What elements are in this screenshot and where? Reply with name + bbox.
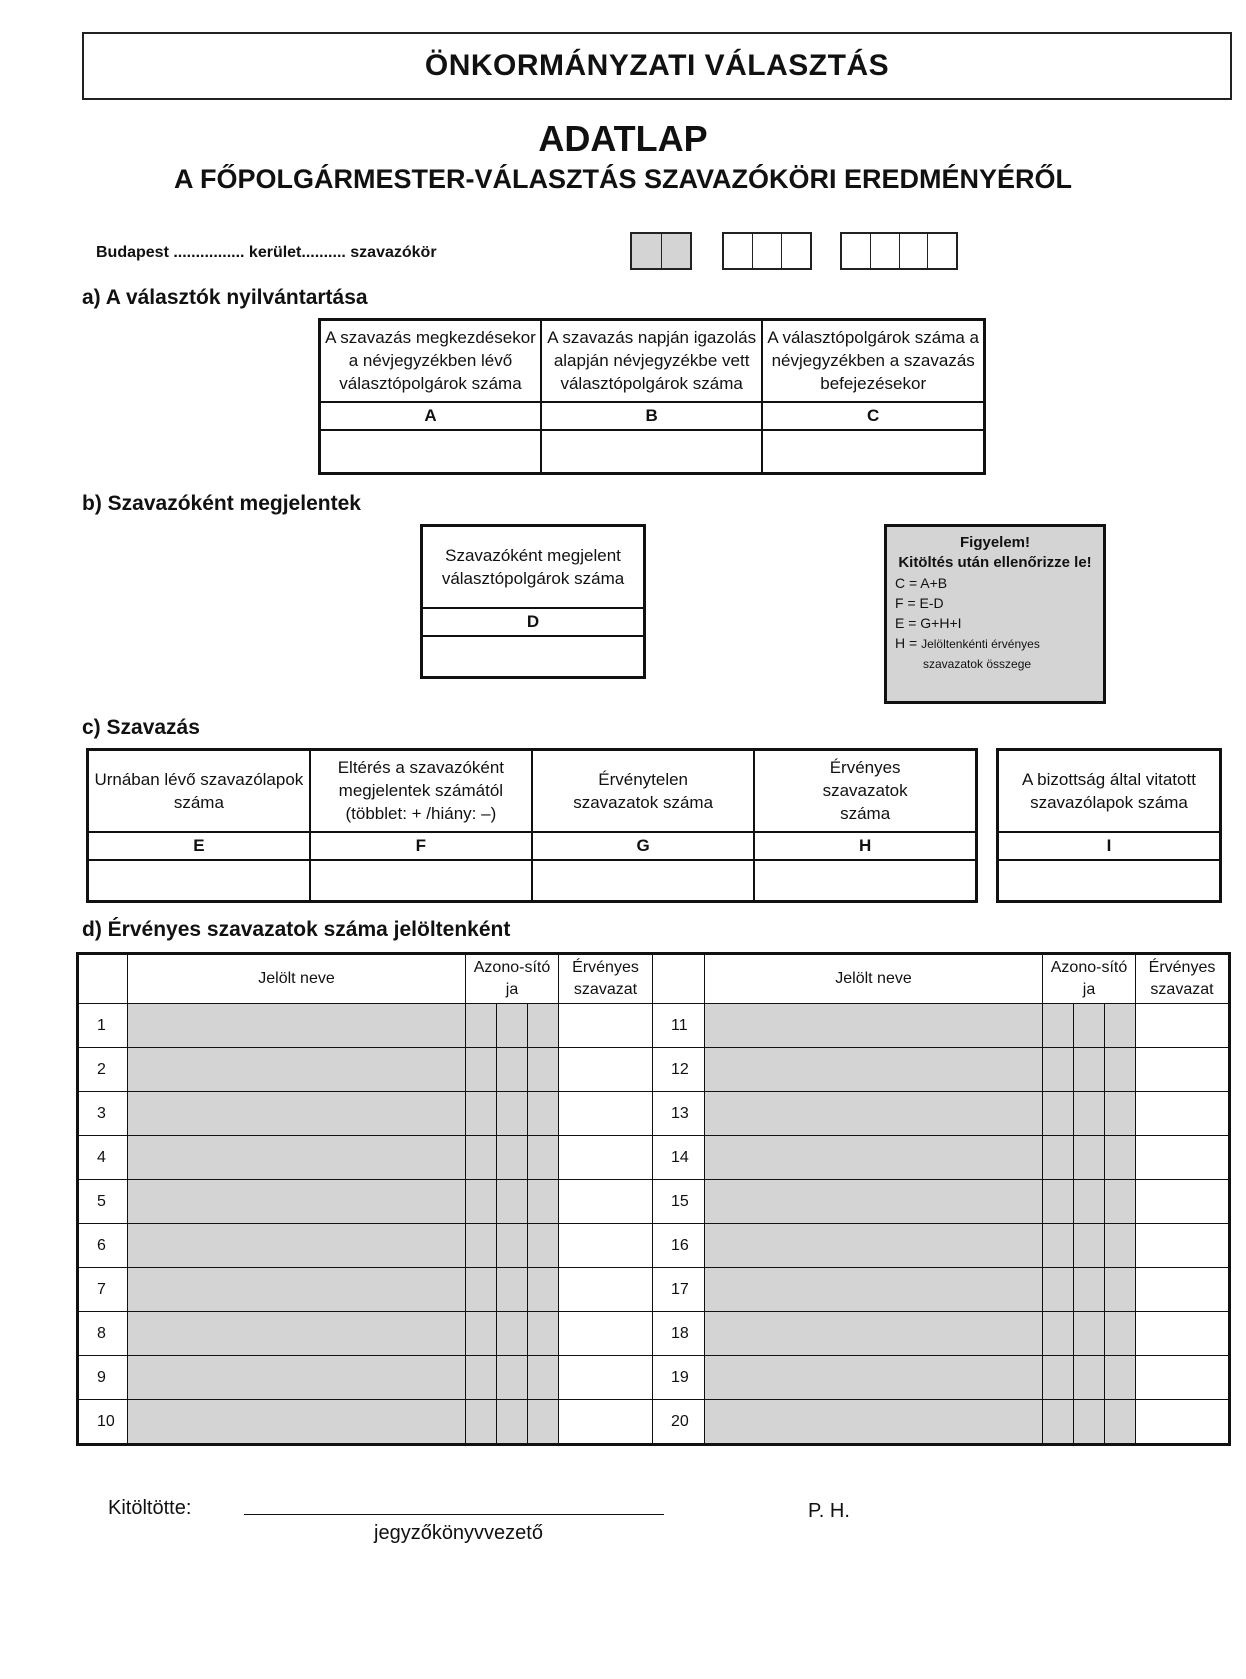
table-row — [78, 1136, 1230, 1180]
warning-rule-4-text: Jelöltenkénti érvényes — [921, 637, 1040, 651]
candidate-id-digit-right[interactable] — [1105, 1356, 1136, 1400]
candidate-id-digit-left[interactable] — [528, 1268, 559, 1312]
candidate-id-digit-left[interactable] — [466, 1400, 497, 1445]
row-number-right: 19 — [653, 1356, 705, 1400]
row-number-right: 13 — [653, 1092, 705, 1136]
valid-votes-header-right: Érvényes szavazat — [1136, 954, 1230, 1004]
candidate-id-digit-right[interactable] — [1043, 1268, 1074, 1312]
candidate-name-field-right[interactable] — [705, 1400, 1043, 1445]
candidate-id-digit-left[interactable] — [497, 1092, 528, 1136]
valid-votes-field-left[interactable] — [559, 1092, 653, 1136]
candidate-id-digit-right[interactable] — [1074, 1224, 1105, 1268]
value-g-field[interactable] — [532, 860, 754, 902]
valid-votes-field-right[interactable] — [1136, 1048, 1230, 1092]
valid-votes-field-left[interactable] — [559, 1136, 653, 1180]
valid-votes-field-right[interactable] — [1136, 1180, 1230, 1224]
valid-votes-field-left[interactable] — [559, 1268, 653, 1312]
signature-line[interactable] — [244, 1514, 664, 1515]
row-number-right: 15 — [653, 1180, 705, 1224]
candidate-id-digit-left[interactable] — [466, 1048, 497, 1092]
row-number-right: 17 — [653, 1268, 705, 1312]
header-h: Érvényes szavazatok száma — [754, 750, 976, 832]
candidate-id-digit-left[interactable] — [528, 1312, 559, 1356]
candidate-id-digit-left[interactable] — [528, 1136, 559, 1180]
valid-votes-field-left[interactable] — [559, 1048, 653, 1092]
candidate-name-field-right[interactable] — [705, 1312, 1043, 1356]
candidate-id-digit-left[interactable] — [497, 1004, 528, 1048]
candidate-id-digit-left[interactable] — [528, 1180, 559, 1224]
valid-votes-field-left[interactable] — [559, 1400, 653, 1445]
row-number-header-right — [653, 954, 705, 1004]
table-row — [78, 1268, 1230, 1312]
candidate-id-digit-left[interactable] — [497, 1224, 528, 1268]
table-row — [78, 1400, 1230, 1445]
candidate-name-field-left[interactable] — [128, 1400, 466, 1445]
candidate-id-digit-right[interactable] — [1105, 1004, 1136, 1048]
value-f-field[interactable] — [310, 860, 532, 902]
row-number-right: 18 — [653, 1312, 705, 1356]
valid-votes-field-right[interactable] — [1136, 1312, 1230, 1356]
candidate-id-digit-right[interactable] — [1074, 1180, 1105, 1224]
candidate-id-digit-right[interactable] — [1043, 1048, 1074, 1092]
header-g: Érvénytelen szavazatok száma — [532, 750, 754, 832]
candidate-id-digit-left[interactable] — [466, 1312, 497, 1356]
row-number-left: 8 — [78, 1312, 128, 1356]
candidate-id-digit-right[interactable] — [1105, 1180, 1136, 1224]
warning-rule-2: F = E-D — [895, 595, 944, 611]
document-subtitle: A FŐPOLGÁRMESTER-VÁLASZTÁS SZAVAZÓKÖRI EREDMÉNYÉRŐL — [173, 164, 1072, 194]
value-c-field[interactable] — [762, 430, 984, 474]
candidate-id-digit-right[interactable] — [1074, 1312, 1105, 1356]
value-h-field[interactable] — [754, 860, 976, 902]
candidate-id-digit-left[interactable] — [497, 1136, 528, 1180]
candidate-id-digit-right[interactable] — [1105, 1092, 1136, 1136]
valid-votes-field-left[interactable] — [559, 1224, 653, 1268]
candidate-name-field-right[interactable] — [705, 1136, 1043, 1180]
header-b: A szavazás napján igazolás alapján névjegyzékbe vett választópolgárok száma — [541, 320, 762, 402]
candidate-id-header-right: Azono-sítója — [1043, 954, 1136, 1004]
candidate-votes-table — [76, 952, 1231, 1446]
candidate-id-digit-right[interactable] — [1043, 1356, 1074, 1400]
candidate-id-digit-left[interactable] — [528, 1356, 559, 1400]
row-number-right: 20 — [653, 1400, 705, 1445]
candidate-name-field-left[interactable] — [128, 1048, 466, 1092]
row-number-left: 7 — [78, 1268, 128, 1312]
filled-by-label: Kitöltötte: — [108, 1497, 192, 1519]
table-row — [78, 1356, 1230, 1400]
candidate-name-field-right[interactable] — [705, 1224, 1043, 1268]
candidate-name-field-left[interactable] — [128, 1224, 466, 1268]
warning-rule-4-cont: szavazatok összege — [923, 657, 1032, 671]
row-number-left: 9 — [78, 1356, 128, 1400]
candidate-id-digit-right[interactable] — [1105, 1400, 1136, 1445]
warning-rule-4-prefix: H = — [895, 635, 922, 651]
candidate-id-digit-right[interactable] — [1074, 1356, 1105, 1400]
value-d-field[interactable] — [422, 636, 645, 678]
candidate-id-digit-right[interactable] — [1043, 1136, 1074, 1180]
warning-rule-1: C = A+B — [895, 575, 948, 591]
row-number-right: 14 — [653, 1136, 705, 1180]
warning-title: Figyelem! — [959, 534, 1031, 551]
letter-i: I — [998, 832, 1221, 860]
candidate-id-digit-left[interactable] — [466, 1004, 497, 1048]
candidate-id-digit-right[interactable] — [1105, 1224, 1136, 1268]
candidate-name-field-left[interactable] — [128, 1268, 466, 1312]
header-f: Eltérés a szavazóként megjelentek számától (többlet: + /hiány: –) — [310, 750, 532, 832]
candidate-name-field-right[interactable] — [705, 1268, 1043, 1312]
table-row — [78, 1224, 1230, 1268]
value-e-field[interactable] — [88, 860, 310, 902]
candidate-id-header-left: Azono-sítója — [466, 954, 559, 1004]
valid-votes-field-left[interactable] — [559, 1356, 653, 1400]
valid-votes-field-right[interactable] — [1136, 1224, 1230, 1268]
candidate-id-digit-right[interactable] — [1105, 1268, 1136, 1312]
candidate-name-header-right: Jelölt neve — [705, 954, 1043, 1004]
section-a-title: a) A választók nyilvántartása — [82, 286, 368, 309]
letter-b: B — [541, 402, 762, 430]
candidate-name-field-left[interactable] — [128, 1092, 466, 1136]
candidate-id-digit-left[interactable] — [466, 1268, 497, 1312]
disputed-ballots-table — [996, 748, 1222, 903]
candidate-id-digit-left[interactable] — [497, 1312, 528, 1356]
candidate-id-digit-right[interactable] — [1074, 1004, 1105, 1048]
candidate-id-digit-left[interactable] — [466, 1092, 497, 1136]
candidate-id-digit-left[interactable] — [497, 1048, 528, 1092]
candidate-id-digit-left[interactable] — [528, 1092, 559, 1136]
warning-rule-3: E = G+H+I — [895, 615, 962, 631]
valid-votes-field-right[interactable] — [1136, 1004, 1230, 1048]
candidate-name-field-left[interactable] — [128, 1356, 466, 1400]
candidate-id-digit-right[interactable] — [1074, 1400, 1105, 1445]
row-number-left: 10 — [78, 1400, 128, 1445]
candidate-id-digit-right[interactable] — [1105, 1312, 1136, 1356]
row-number-header-left — [78, 954, 128, 1004]
signature-role: jegyzőkönyvvezető — [374, 1522, 543, 1544]
candidate-id-digit-left[interactable] — [497, 1268, 528, 1312]
header-a: A szavazás megkezdésekor a névjegyzékben lévő választópolgárok száma — [320, 320, 541, 402]
district-code-box[interactable] — [630, 232, 692, 270]
table-row — [78, 1092, 1230, 1136]
letter-g: G — [532, 832, 754, 860]
candidate-id-digit-right[interactable] — [1043, 1092, 1074, 1136]
district-number-box[interactable] — [722, 232, 812, 270]
table-row — [78, 1004, 1230, 1048]
section-c-title: c) Szavazás — [82, 716, 200, 739]
table-row — [78, 1180, 1230, 1224]
candidate-id-digit-left[interactable] — [466, 1136, 497, 1180]
letter-a: A — [320, 402, 541, 430]
candidate-id-digit-left[interactable] — [528, 1048, 559, 1092]
candidate-name-header-left: Jelölt neve — [128, 954, 466, 1004]
candidate-name-field-left[interactable] — [128, 1136, 466, 1180]
candidate-id-digit-right[interactable] — [1074, 1136, 1105, 1180]
row-number-left: 1 — [78, 1004, 128, 1048]
candidate-id-digit-right[interactable] — [1105, 1136, 1136, 1180]
letter-d: D — [422, 608, 645, 636]
candidate-id-digit-left[interactable] — [497, 1180, 528, 1224]
candidate-name-field-left[interactable] — [128, 1004, 466, 1048]
candidate-id-digit-left[interactable] — [528, 1400, 559, 1445]
candidate-id-digit-right[interactable] — [1043, 1312, 1074, 1356]
value-a-field[interactable] — [320, 430, 541, 474]
row-number-right: 16 — [653, 1224, 705, 1268]
candidate-id-digit-left[interactable] — [466, 1356, 497, 1400]
candidate-name-field-right[interactable] — [705, 1048, 1043, 1092]
stamp-label: P. H. — [808, 1500, 850, 1522]
section-b-title: b) Szavazóként megjelentek — [82, 492, 361, 515]
candidate-id-digit-left[interactable] — [528, 1224, 559, 1268]
valid-votes-field-right[interactable] — [1136, 1136, 1230, 1180]
valid-votes-field-right[interactable] — [1136, 1268, 1230, 1312]
valid-votes-field-left[interactable] — [559, 1004, 653, 1048]
row-number-right: 11 — [653, 1004, 705, 1048]
candidate-id-digit-right[interactable] — [1074, 1048, 1105, 1092]
warning-box — [884, 524, 1106, 704]
header-c: A választópolgárok száma a névjegyzékben a szavazás befejezésekor — [762, 320, 984, 402]
valid-votes-field-left[interactable] — [559, 1180, 653, 1224]
row-number-left: 2 — [78, 1048, 128, 1092]
candidate-id-digit-right[interactable] — [1043, 1400, 1074, 1445]
warning-rule-4 — [895, 633, 1095, 654]
candidate-id-digit-right[interactable] — [1074, 1092, 1105, 1136]
table-row — [78, 1048, 1230, 1092]
voter-register-table — [318, 318, 986, 475]
header-e: Urnában lévő szavazólapok száma — [88, 750, 310, 832]
candidate-name-field-left[interactable] — [128, 1180, 466, 1224]
header-d: Szavazóként megjelent választópolgárok száma — [422, 526, 645, 608]
candidate-id-digit-right[interactable] — [1105, 1048, 1136, 1092]
row-number-left: 3 — [78, 1092, 128, 1136]
candidate-id-digit-left[interactable] — [528, 1004, 559, 1048]
candidate-id-digit-left[interactable] — [466, 1180, 497, 1224]
candidate-id-digit-right[interactable] — [1074, 1268, 1105, 1312]
valid-votes-field-right[interactable] — [1136, 1400, 1230, 1445]
candidate-name-field-right[interactable] — [705, 1092, 1043, 1136]
row-number-right: 12 — [653, 1048, 705, 1092]
candidate-id-digit-left[interactable] — [466, 1224, 497, 1268]
letter-f: F — [310, 832, 532, 860]
section-d-title: d) Érvényes szavazatok száma jelöltenként — [82, 918, 511, 941]
valid-votes-field-left[interactable] — [559, 1312, 653, 1356]
candidate-id-digit-right[interactable] — [1043, 1224, 1074, 1268]
election-title: ÖNKORMÁNYZATI VÁLASZTÁS — [82, 32, 1232, 100]
candidate-name-field-left[interactable] — [128, 1312, 466, 1356]
candidate-id-digit-right[interactable] — [1043, 1004, 1074, 1048]
candidate-name-field-right[interactable] — [705, 1180, 1043, 1224]
header-i: A bizottság által vitatott szavazólapok száma — [998, 750, 1221, 832]
location-line: Budapest ................ kerület.......... szavazókör — [96, 244, 437, 261]
candidate-id-digit-left[interactable] — [497, 1400, 528, 1445]
letter-h: H — [754, 832, 976, 860]
value-b-field[interactable] — [541, 430, 762, 474]
candidate-name-field-right[interactable] — [705, 1004, 1043, 1048]
letter-e: E — [88, 832, 310, 860]
warning-subtitle: Kitöltés után ellenőrizze le! — [898, 554, 1092, 571]
letter-c: C — [762, 402, 984, 430]
voters-present-table — [420, 524, 646, 679]
table-row — [78, 1312, 1230, 1356]
valid-votes-field-right[interactable] — [1136, 1356, 1230, 1400]
valid-votes-field-right[interactable] — [1136, 1092, 1230, 1136]
voting-table — [86, 748, 978, 903]
document-title: ADATLAP — [538, 118, 708, 159]
candidate-id-digit-right[interactable] — [1043, 1180, 1074, 1224]
row-number-left: 4 — [78, 1136, 128, 1180]
row-number-left: 6 — [78, 1224, 128, 1268]
candidate-id-digit-left[interactable] — [497, 1356, 528, 1400]
row-number-left: 5 — [78, 1180, 128, 1224]
value-i-field[interactable] — [998, 860, 1221, 902]
valid-votes-header-left: Érvényes szavazat — [559, 954, 653, 1004]
candidate-name-field-right[interactable] — [705, 1356, 1043, 1400]
precinct-number-box[interactable] — [840, 232, 958, 270]
